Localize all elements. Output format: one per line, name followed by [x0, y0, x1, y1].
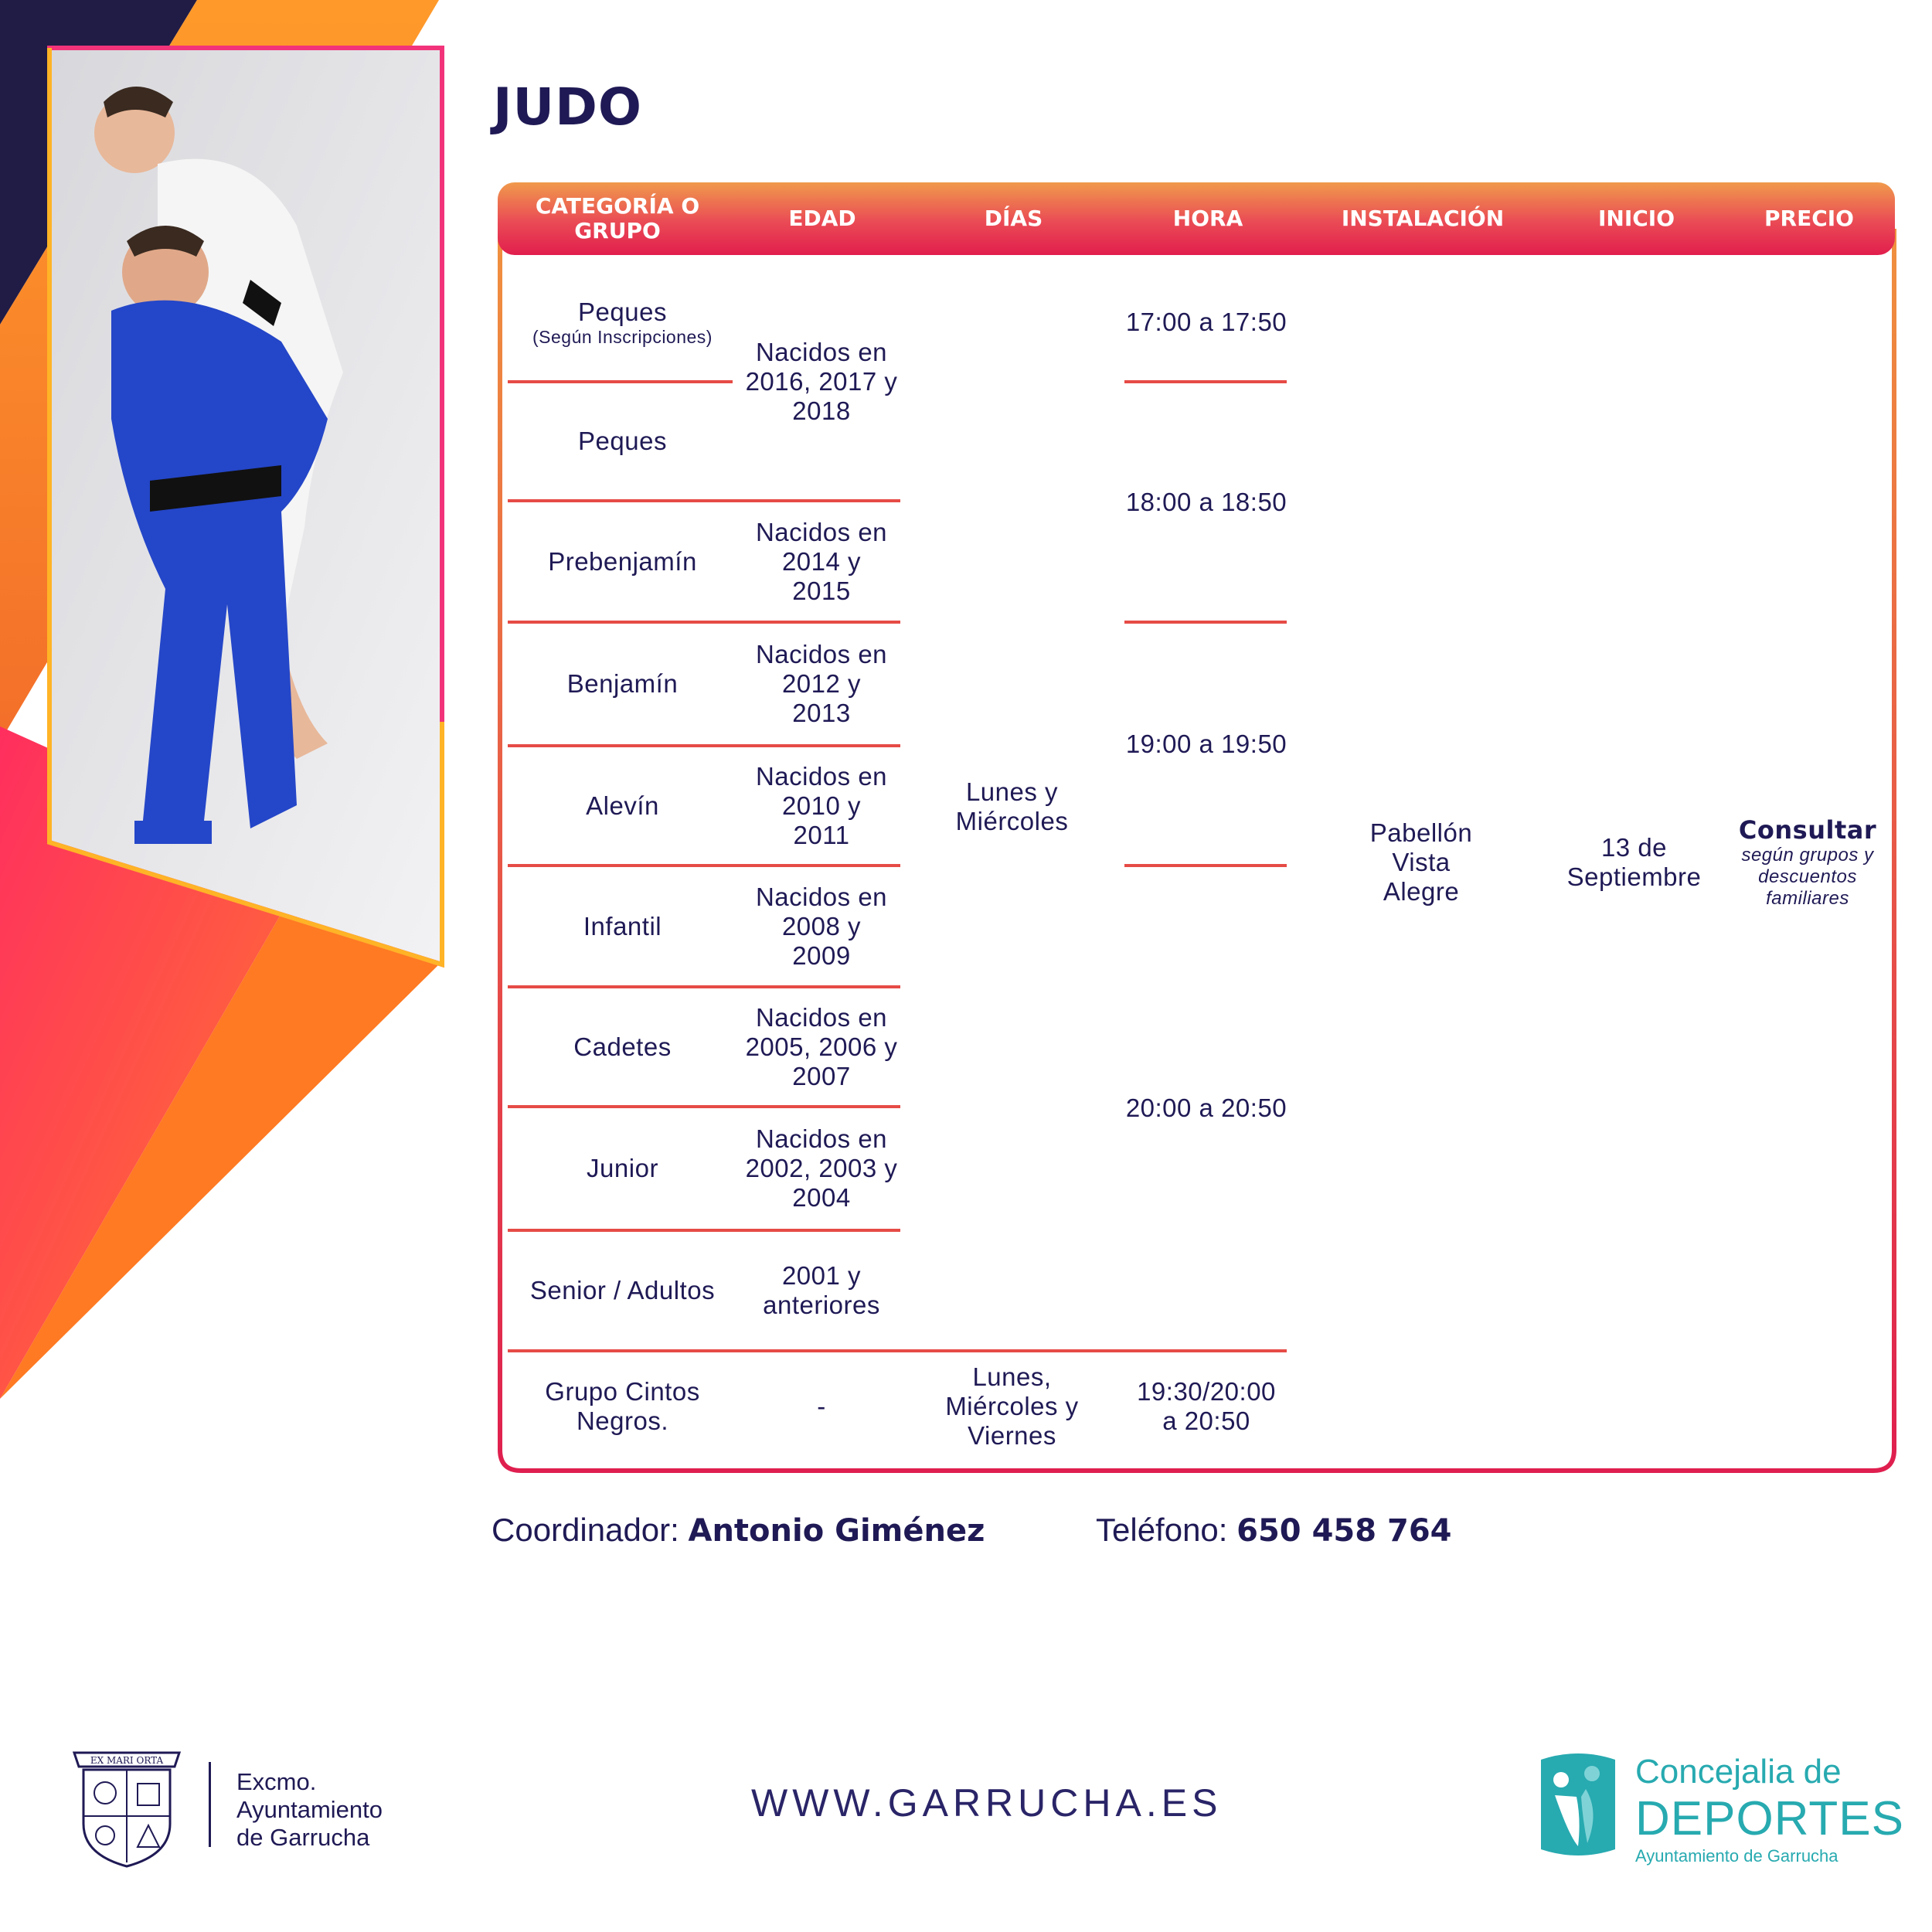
edad-cell: Nacidos en 2012 y 2013	[755, 640, 888, 727]
phone-label: Teléfono:	[1096, 1512, 1228, 1548]
hora-cell: 17:00 a 17:50	[1125, 308, 1287, 336]
category-cell: Junior	[587, 1154, 658, 1182]
category-cell: Alevín	[586, 791, 659, 820]
edad-cell: Nacidos en 2008 y 2009	[755, 882, 888, 970]
phone-number: 650 458 764	[1236, 1513, 1452, 1549]
coordinator-line	[492, 1512, 985, 1549]
inicio-cell: 13 de Septiembre	[1566, 833, 1702, 891]
hora-cell: 20:00 a 20:50	[1125, 1094, 1287, 1122]
hora-cell: 19:30/20:00 a 20:50	[1137, 1377, 1276, 1435]
category-cell: Peques (Según Inscripciones)	[532, 298, 713, 347]
town-crest-icon	[66, 1739, 187, 1870]
edad-cell: Nacidos en 2014 y 2015	[755, 517, 888, 605]
footer-divider	[209, 1762, 211, 1847]
category-cell: Grupo Cintos Negros.	[545, 1377, 700, 1435]
edad-cell: Nacidos en 2016, 2017 y 2018	[745, 338, 898, 425]
crest-motto: EX MARI ORTA	[90, 1755, 164, 1766]
edad-cell: Nacidos en 2005, 2006 y 2007	[745, 1002, 898, 1090]
ayuntamiento-name: Excmo. Ayuntamiento de Garrucha	[236, 1768, 383, 1851]
instalacion-cell: Pabellón Vista Alegre	[1369, 818, 1473, 906]
category-cell: Benjamín	[566, 669, 679, 698]
category-cell: Infantil	[583, 911, 662, 940]
header-dias: DÍAS	[984, 206, 1043, 231]
phone-line	[1096, 1512, 1451, 1549]
category-cell: Senior / Adultos	[529, 1276, 716, 1304]
precio-sub: según grupos y descuentos familiares	[1741, 845, 1874, 909]
dias-cell: Lunes, Miércoles y Viernes	[945, 1362, 1079, 1450]
header-hora: HORA	[1172, 206, 1243, 231]
page-title: JUDO	[493, 77, 643, 137]
precio-main: Consultar	[1738, 815, 1877, 845]
deportes-logo-icon	[1538, 1750, 1618, 1859]
category-cell: Prebenjamín	[548, 546, 697, 576]
edad-cell: Nacidos en 2010 y 2011	[755, 761, 888, 849]
dias-cell: Lunes y Miércoles	[955, 777, 1069, 835]
deportes-text: Concejalia de DEPORTES Ayuntamiento de Garrucha	[1635, 1753, 1904, 1866]
category-cell: Peques	[578, 427, 667, 455]
header-precio: PRECIO	[1764, 206, 1854, 231]
header-instalacion: INSTALACIÓN	[1341, 206, 1505, 231]
coordinator-label: Coordinador:	[492, 1512, 679, 1548]
header-edad: EDAD	[788, 206, 856, 231]
hora-cell: 18:00 a 18:50	[1125, 487, 1287, 516]
edad-cell: 2001 y anteriores	[763, 1261, 880, 1319]
website-link[interactable]: WWW.GARRUCHA.ES	[751, 1781, 1223, 1825]
edad-cell: Nacidos en 2002, 2003 y 2004	[745, 1124, 898, 1212]
header-inicio: INICIO	[1597, 206, 1675, 231]
edad-cell: -	[817, 1392, 826, 1420]
coordinator-name: Antonio Giménez	[688, 1513, 985, 1549]
hora-cell: 19:00 a 19:50	[1125, 729, 1287, 758]
category-cell: Cadetes	[573, 1032, 672, 1061]
header-categoria: CATEGORÍA O GRUPO	[535, 193, 700, 243]
precio-cell	[1720, 263, 1895, 1462]
